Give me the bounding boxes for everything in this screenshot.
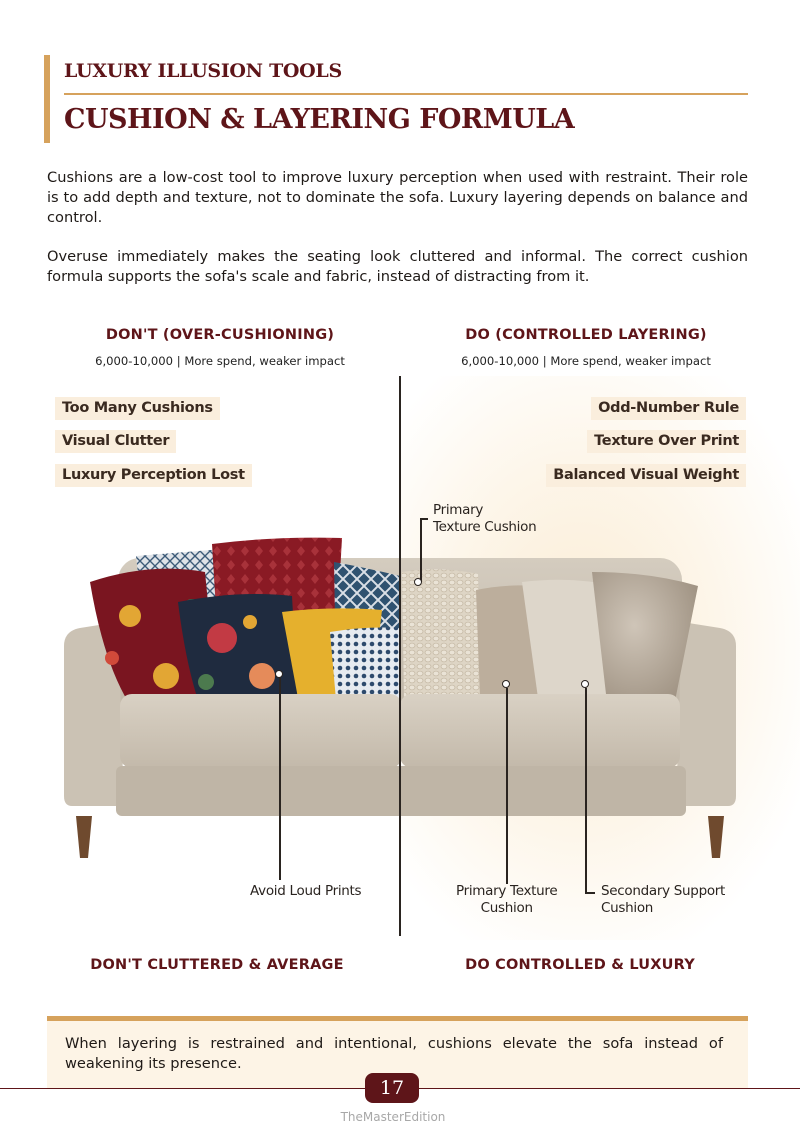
do-subheading: 6,000-10,000 | More spend, weaker impact	[461, 354, 711, 368]
header-divider	[64, 93, 748, 95]
callout-primary-texture-bottom: Primary Texture Cushion	[456, 883, 558, 916]
header-accent-bar	[44, 55, 50, 143]
dont-tag: Visual Clutter	[55, 430, 176, 453]
do-verdict: DO CONTROLLED & LUXURY	[465, 957, 695, 973]
callout-leader	[506, 688, 508, 884]
do-heading: DO (CONTROLLED LAYERING)	[465, 327, 707, 343]
summary-note-text: When layering is restrained and intentional, cushions elevate the sofa instead of weakening its presence.	[65, 1035, 723, 1072]
brand-footer: TheMasterEdition	[340, 1110, 446, 1124]
dont-heading: DON'T (OVER-CUSHIONING)	[105, 327, 335, 343]
dont-tag: Too Many Cushions	[55, 397, 220, 420]
callout-dot	[414, 578, 422, 586]
callout-dot	[581, 680, 589, 688]
callout-leader	[585, 688, 587, 894]
callout-avoid-loud-prints: Avoid Loud Prints	[250, 883, 362, 899]
dont-subheading: 6,000-10,000 | More spend, weaker impact	[95, 354, 345, 368]
callout-secondary-support: Secondary Support Cushion	[601, 883, 726, 916]
section-kicker: LUXURY ILLUSION TOOLS	[64, 60, 342, 82]
dont-tag: Luxury Perception Lost	[55, 464, 252, 487]
callout-dot	[502, 680, 510, 688]
page-number: 17	[365, 1073, 419, 1103]
do-tag: Odd-Number Rule	[591, 397, 746, 420]
sofa-comparison-illustration	[0, 376, 800, 940]
callout-leader	[420, 518, 428, 520]
dont-verdict: DON'T CLUTTERED & AVERAGE	[90, 957, 344, 973]
do-tag: Texture Over Print	[587, 430, 746, 453]
intro-paragraph-2: Overuse immediately makes the seating look cluttered and informal. The correct cushion formula supports the sofa's scale and fabric, instead of distracting from it.	[47, 248, 748, 285]
center-divider	[399, 376, 401, 936]
callout-primary-texture-top: Primary Texture Cushion	[433, 502, 537, 535]
callout-dot	[275, 670, 283, 678]
callout-leader	[279, 678, 281, 880]
intro-paragraph-1: Cushions are a low-cost tool to improve luxury perception when used with restraint. Their role is to add depth and texture, not to dominate the sofa. Luxury layering depends on balance and control.	[47, 169, 748, 226]
do-tag: Balanced Visual Weight	[546, 464, 746, 487]
callout-leader	[585, 892, 595, 894]
callout-leader	[420, 518, 422, 582]
page-title: CUSHION & LAYERING FORMULA	[64, 104, 575, 135]
